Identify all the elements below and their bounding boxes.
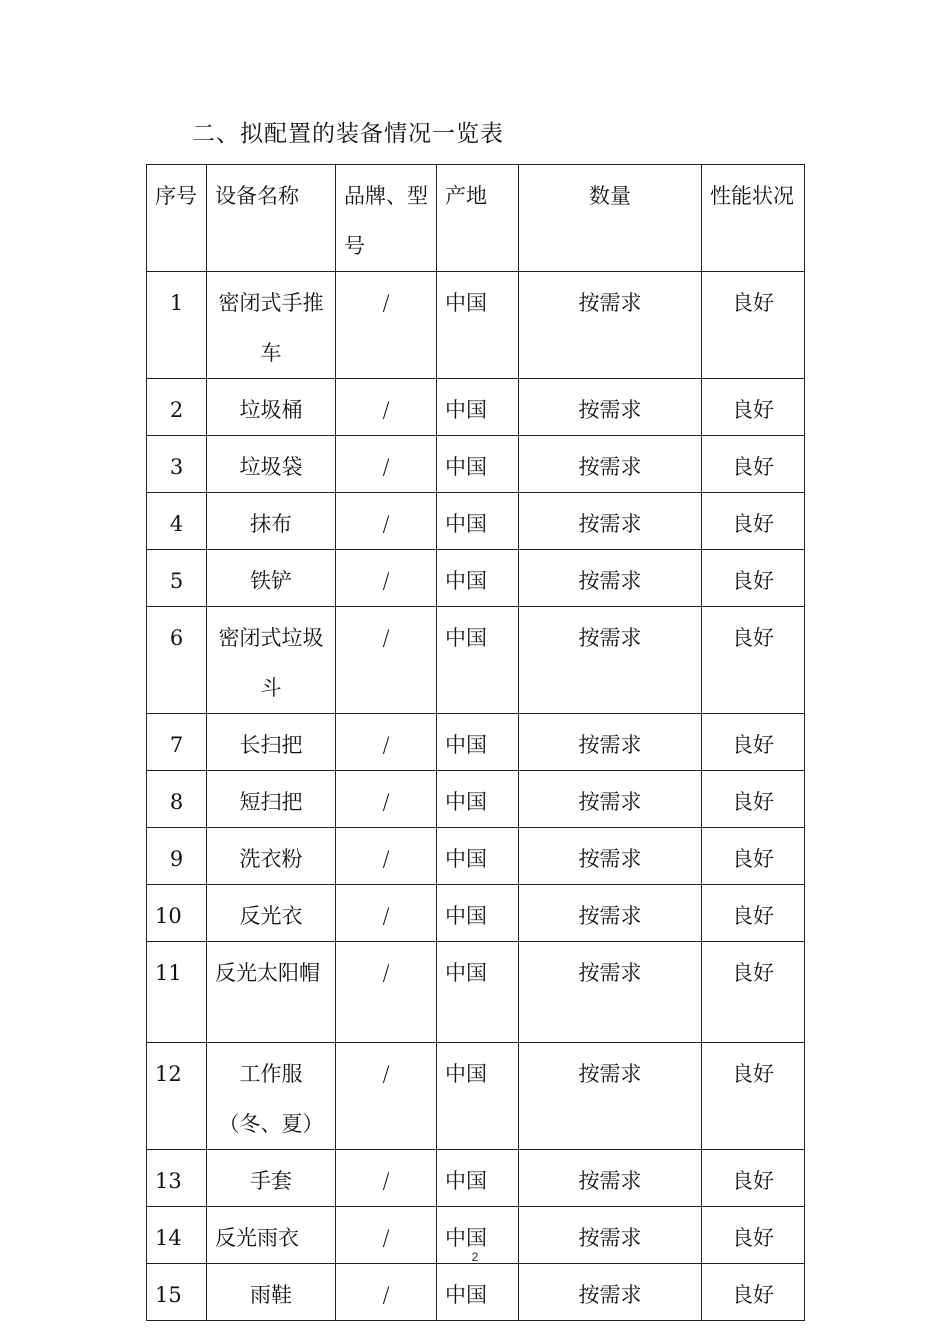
cell-origin: 中国 [437,272,519,379]
cell-name: 反光雨衣 [207,1207,336,1264]
cell-name: 手套 [207,1150,336,1207]
cell-origin: 中国 [437,1207,519,1264]
cell-index: 8 [147,771,207,828]
cell-index: 7 [147,714,207,771]
cell-index: 13 [147,1150,207,1207]
cell-condition: 良好 [702,1150,805,1207]
cell-brand: / [336,493,437,550]
cell-origin: 中国 [437,436,519,493]
cell-condition: 良好 [702,942,805,1043]
table-row [147,607,805,714]
cell-origin: 中国 [437,714,519,771]
table-header-row [147,165,805,272]
cell-origin: 中国 [437,885,519,942]
cell-brand: / [336,885,437,942]
cell-origin: 中国 [437,550,519,607]
cell-index: 6 [147,607,207,714]
cell-brand: / [336,436,437,493]
table-row [147,1150,805,1207]
cell-condition: 良好 [702,607,805,714]
cell-name: 短扫把 [207,771,336,828]
cell-name: 反光衣 [207,885,336,942]
cell-quantity: 按需求 [519,550,702,607]
cell-brand: / [336,1043,437,1150]
cell-origin: 中国 [437,1150,519,1207]
cell-quantity: 按需求 [519,771,702,828]
table-row [147,550,805,607]
cell-quantity: 按需求 [519,272,702,379]
table-row [147,885,805,942]
cell-quantity: 按需求 [519,942,702,1043]
cell-index: 2 [147,379,207,436]
cell-name: 垃圾袋 [207,436,336,493]
cell-origin: 中国 [437,493,519,550]
section-heading: 二、拟配置的装备情况一览表 [192,121,504,147]
header-name: 设备名称 [207,165,336,272]
cell-quantity: 按需求 [519,493,702,550]
header-index: 序号 [147,165,207,272]
cell-origin: 中国 [437,771,519,828]
cell-condition: 良好 [702,1264,805,1321]
cell-name: 长扫把 [207,714,336,771]
cell-origin: 中国 [437,942,519,1043]
cell-index: 1 [147,272,207,379]
cell-condition: 良好 [702,550,805,607]
cell-name: 密闭式垃圾斗 [207,607,336,714]
page-number: 2 [471,1250,479,1264]
cell-brand: / [336,1264,437,1321]
table-row [147,714,805,771]
cell-condition: 良好 [702,714,805,771]
cell-condition: 良好 [702,379,805,436]
cell-brand: / [336,942,437,1043]
table-row [147,828,805,885]
cell-condition: 良好 [702,1207,805,1264]
header-brand: 品牌、型号 [336,165,437,272]
cell-index: 3 [147,436,207,493]
cell-index: 12 [147,1043,207,1150]
cell-index: 4 [147,493,207,550]
cell-brand: / [336,828,437,885]
cell-name: 雨鞋 [207,1264,336,1321]
cell-brand: / [336,1207,437,1264]
table-row [147,493,805,550]
cell-brand: / [336,272,437,379]
table-row [147,1264,805,1321]
header-quantity: 数量 [519,165,702,272]
cell-origin: 中国 [437,379,519,436]
cell-condition: 良好 [702,828,805,885]
cell-quantity: 按需求 [519,714,702,771]
cell-quantity: 按需求 [519,436,702,493]
cell-index: 11 [147,942,207,1043]
cell-quantity: 按需求 [519,379,702,436]
equipment-table [146,164,805,1321]
cell-quantity: 按需求 [519,607,702,714]
cell-name: 密闭式手推车 [207,272,336,379]
cell-name: 洗衣粉 [207,828,336,885]
cell-origin: 中国 [437,607,519,714]
cell-condition: 良好 [702,493,805,550]
header-origin: 产地 [437,165,519,272]
cell-name: 工作服（冬、夏） [207,1043,336,1150]
cell-brand: / [336,607,437,714]
cell-brand: / [336,550,437,607]
cell-index: 10 [147,885,207,942]
cell-quantity: 按需求 [519,1043,702,1150]
table-row [147,942,805,1043]
cell-quantity: 按需求 [519,828,702,885]
cell-name: 抹布 [207,493,336,550]
cell-origin: 中国 [437,1264,519,1321]
cell-name: 反光太阳帽 [207,942,336,1043]
cell-index: 9 [147,828,207,885]
cell-condition: 良好 [702,771,805,828]
cell-condition: 良好 [702,885,805,942]
cell-index: 14 [147,1207,207,1264]
table-row [147,771,805,828]
cell-quantity: 按需求 [519,885,702,942]
cell-index: 5 [147,550,207,607]
cell-brand: / [336,1150,437,1207]
table-row [147,436,805,493]
cell-index: 15 [147,1264,207,1321]
cell-origin: 中国 [437,1043,519,1150]
cell-condition: 良好 [702,436,805,493]
cell-name: 垃圾桶 [207,379,336,436]
cell-brand: / [336,771,437,828]
cell-quantity: 按需求 [519,1207,702,1264]
header-condition: 性能状况 [702,165,805,272]
cell-quantity: 按需求 [519,1150,702,1207]
cell-condition: 良好 [702,272,805,379]
cell-quantity: 按需求 [519,1264,702,1321]
cell-name: 铁铲 [207,550,336,607]
cell-condition: 良好 [702,1043,805,1150]
table-row [147,379,805,436]
cell-brand: / [336,714,437,771]
table-row [147,1043,805,1150]
cell-origin: 中国 [437,828,519,885]
table-row [147,272,805,379]
cell-brand: / [336,379,437,436]
